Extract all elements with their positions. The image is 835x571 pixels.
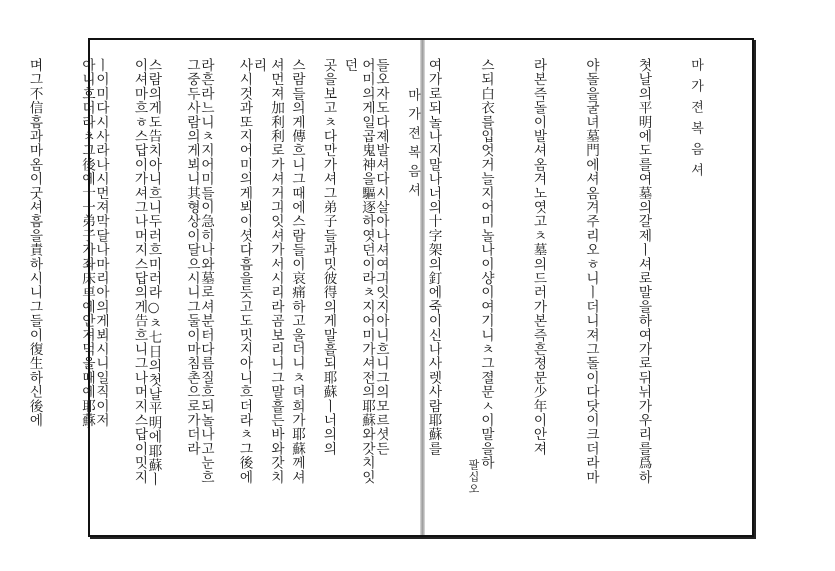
text-column: 아니흐더라ㅊ그後에十一弟子가좌床卓에안져먹을때에耶蘇ㅣ [79, 58, 95, 442]
text-column: ㅣ이미다시사라나시먼져막달나마리아의게뵈시니일직이저 [93, 58, 109, 428]
text-column: 여가로되놀나지말나너의十字架의釘에죽이신나사렛사람耶蘇를 [425, 58, 442, 456]
text-column: 스람들의게傳흐니그때에스람들이哀痛하고울더니ㅊ뎌희가耶蘇께셔 [289, 58, 305, 484]
text-column: 들오자도다졔발셔다시살아나셔여긔잇지아니흐니그의모르셧든 [373, 58, 389, 456]
text-column: 라흔라느니ㅊ지어미들이急히나와墓로셔분터다름질흐되놀나고눈흐 [198, 58, 214, 484]
page-number: 팔십오 [467, 459, 480, 495]
text-column: 라본즉돌이발셔옴겨노엿고ㅊ墓의드러가본즉흔졍문少年이안져 [530, 58, 547, 456]
text-column: 곳을보고ㅊ다만가셔그弟子들과밋彼得의게말흘되耶蘇ㅣ너의의 [320, 58, 337, 456]
text-column: 며그不信흠과마옴이굿셔흠을責하시니그들이復生하신後에 [26, 58, 43, 428]
text-column: 스람의게도告치아니흐니두러흐미러라○ㅊ七日의첫날平明에耶蘇ㅣ [145, 58, 162, 487]
running-head: 마가젼복음셔 [405, 88, 420, 202]
text-column: 야돌을굴녀墓門에셔옴겨주리오ㅎ니ㅣ더니져그돌이다닷이크더라마 [583, 58, 599, 484]
text-column: 스되白衣를입엇거늘지어미놀나이샹이여기니ㅊ그졀문ㅅ이말을하 [478, 58, 494, 470]
text-column: 쳣날의平明에도를여墓의갈제ㅣ셔로말을하여가로뒤뉘가우리를爲하 [635, 58, 652, 484]
running-head: 마가젼복음셔 [688, 58, 703, 184]
right-page-text [57, 58, 740, 498]
text-column: 그중두사람의게뵈니其형상이달으시니그둘이마침촌으로가더라 [184, 58, 200, 456]
text-column: 사시것과또지어미의게뵈이셧다흠을듯고도밋지아니흐더라ㅊ그後에 [236, 58, 253, 484]
text-column: 어미의게일곱鬼神을驅逐하엿던이라ㅊ지어미가셔전의耶蘇와갓치잇던 [341, 58, 375, 484]
text-column: 이셔마흐ㅎ스답이가셔그나머지스답의게告흐니그나머지스답이밋지 [131, 58, 148, 484]
book-spread [26, 38, 754, 537]
text-column: 셔먼져加利利로가셔거긔잇셔가서시리라곰보리니그말흘든바와갓치리 [250, 58, 284, 484]
